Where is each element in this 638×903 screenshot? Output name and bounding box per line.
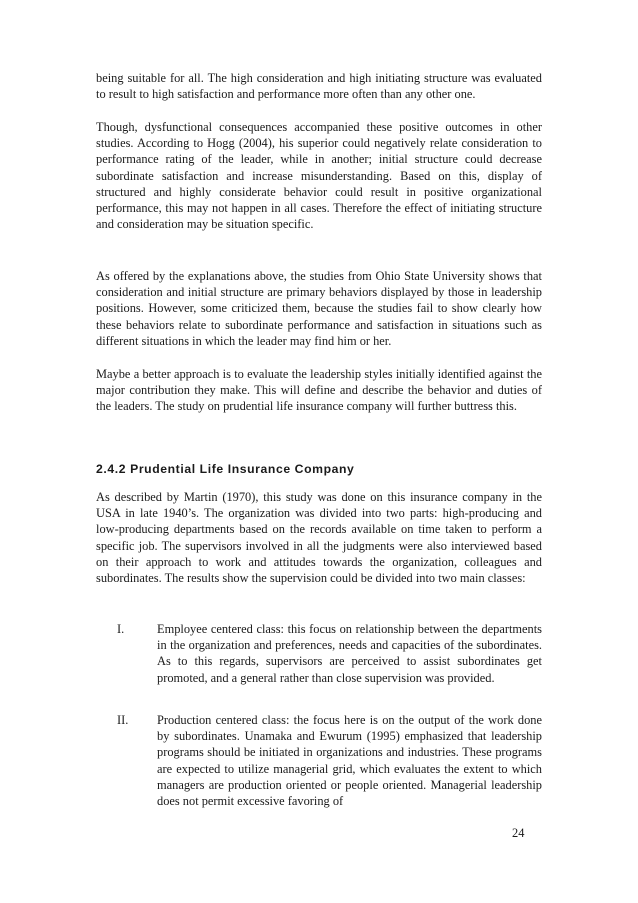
paragraph-better-approach: Maybe a better approach is to evaluate the leadership styles initially identified against the major contribution they make. This will define and describe the behavior and duties of the leaders. The study on prudential life insurance company will further buttress this. (96, 367, 542, 414)
paragraph-ohio-state: As offered by the explanations above, the studies from Ohio State University shows that consideration and initial structure are primary behaviors displayed by those in leadership positions. However, some criticized them, because the studies fail to show clearly how these behaviors relate to subordinate performance and satisfaction in situations such as different situations in which the leader may find him or her. (96, 269, 542, 348)
list-numeral: II. (117, 713, 129, 727)
list-item-text: Production centered class: the focus here is on the output of the work done by subordinates. Unamaka and Ewurum (1995) emphasized that leadership programs should be initiated in organizations and industries. These programs are expected to utilize managerial grid, which evaluates the extent to which managers are production oriented or people oriented. Managerial leadership does not permit excessive favoring of (157, 713, 542, 809)
list-numeral: I. (117, 622, 125, 636)
page-number: 24 (512, 826, 525, 840)
paragraph-prudential-study: As described by Martin (1970), this study was done on this insurance company in the USA in late 1940’s. The organization was divided into two parts: high-producing and low-producing departments based on the records available on time taken to perform a specific job. The supervisors involved in all the judgments were also interviewed based on their approach to work and attitudes towards the organization, colleagues and subordinates. The results show the supervision could be divided into two main classes: (96, 490, 542, 586)
paragraph-continuation: being suitable for all. The high consideration and high initiating structure was evaluated to result to high satisfaction and performance more often than any other one. (96, 71, 542, 102)
list-item-text: Employee centered class: this focus on relationship between the departments in the organization and preferences, needs and capacities of the subordinates. As to this regards, supervisors are perceived to assist subordinates get promoted, and a general rather than close supervision was provided. (157, 622, 542, 685)
paragraph-dysfunctional-consequences: Though, dysfunctional consequences accompanied these positive outcomes in other studies. According to Hogg (2004), his superior could negatively relate consideration to performance rating of the leader, while in another; initial structure could decrease subordinate satisfaction and increase misunderstanding. Based on this, display of structured and highly considerate behavior could result in positive organizational performance, this may not happen in all cases. Therefore the effect of initiating structure and consideration may be situation specific. (96, 120, 542, 232)
section-heading: 2.4.2 Prudential Life Insurance Company (96, 462, 355, 476)
